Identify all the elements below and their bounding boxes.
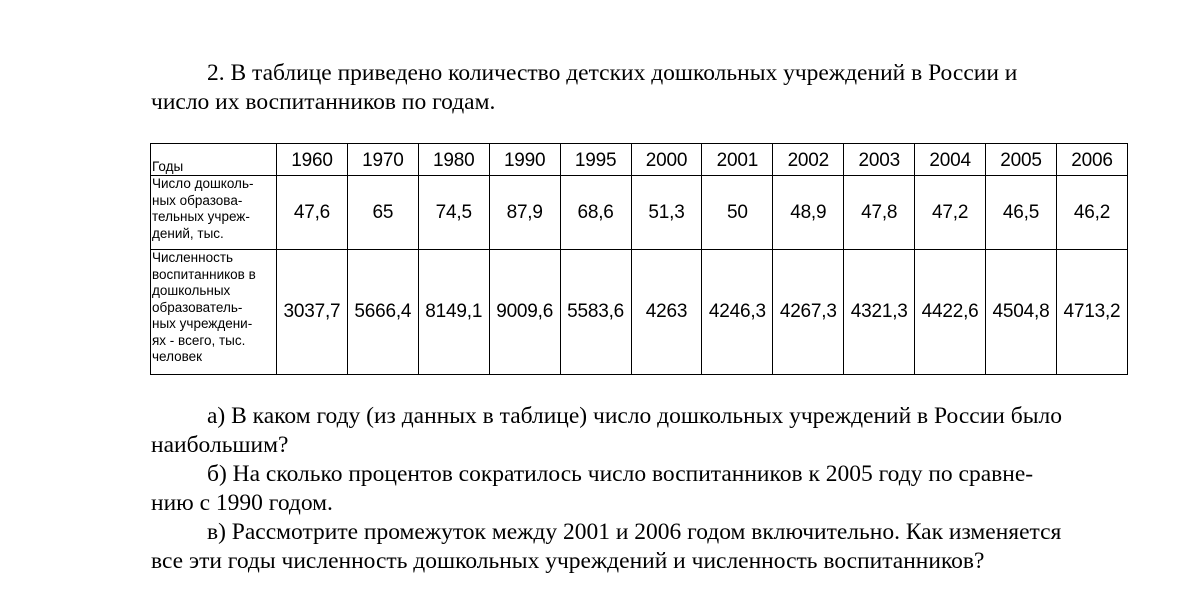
year-cell: 2000 (631, 144, 702, 176)
year-cell: 1960 (277, 144, 348, 176)
pupils-cell: 4504,8 (986, 250, 1057, 375)
pupils-cell: 4246,3 (702, 250, 773, 375)
institutions-cell: 74,5 (418, 176, 489, 250)
institutions-cell: 87,9 (489, 176, 560, 250)
task-intro (151, 59, 1111, 117)
year-cell: 2003 (844, 144, 915, 176)
institutions-cell: 48,9 (773, 176, 844, 250)
institutions-cell: 47,2 (915, 176, 986, 250)
year-cell: 2001 (702, 144, 773, 176)
institutions-cell: 68,6 (560, 176, 631, 250)
years-row (151, 144, 1128, 176)
question-c: в) Рассмотрите промежуток между 2001 и 2006 годом включительно. Как изменяется все эти годы численность дошкольных учреждений и численность воспитанников? (151, 519, 1062, 574)
pupils-cell: 4321,3 (844, 250, 915, 375)
institutions-cell: 46,2 (1056, 176, 1127, 250)
pupils-cell: 8149,1 (418, 250, 489, 375)
pupils-cell: 5583,6 (560, 250, 631, 375)
pupils-label: Численность воспитанников в дошкольных образователь- ных учреждени- ях - всего, тыс. человек (151, 250, 277, 375)
pupils-cell: 4713,2 (1056, 250, 1127, 375)
year-cell: 2006 (1056, 144, 1127, 176)
intro-line-1: В таблице приведено количество детских дошкольных учреждений в России и (230, 60, 1018, 86)
pupils-row (151, 250, 1128, 375)
task-number: 2. (207, 60, 225, 86)
institutions-cell: 47,8 (844, 176, 915, 250)
institutions-label: Число дошколь- ных образова- тельных учреж- дений, тыс. (151, 176, 277, 250)
pupils-cell: 9009,6 (489, 250, 560, 375)
institutions-cell: 51,3 (631, 176, 702, 250)
year-cell: 1970 (347, 144, 418, 176)
institutions-cell: 50 (702, 176, 773, 250)
year-cell: 2004 (915, 144, 986, 176)
year-cell: 1990 (489, 144, 560, 176)
pupils-cell: 5666,4 (347, 250, 418, 375)
pupils-cell: 4422,6 (915, 250, 986, 375)
year-cell: 2005 (986, 144, 1057, 176)
pupils-cell: 4267,3 (773, 250, 844, 375)
institutions-cell: 47,6 (277, 176, 348, 250)
question-a: а) В каком году (из данных в таблице) число дошкольных учреждений в России было наибольшим? (151, 403, 1062, 458)
pupils-cell: 3037,7 (277, 250, 348, 375)
institutions-cell: 65 (347, 176, 418, 250)
question-b: б) На сколько процентов сократилось число воспитанников к 2005 году по сравне- нию с 1990 годом. (151, 461, 1034, 516)
year-cell: 1995 (560, 144, 631, 176)
questions (151, 402, 1126, 576)
year-cell: 1980 (418, 144, 489, 176)
pupils-cell: 4263 (631, 250, 702, 375)
institutions-cell: 46,5 (986, 176, 1057, 250)
institutions-row (151, 176, 1128, 250)
years-label: Годы (151, 144, 277, 176)
data-table (150, 143, 1128, 375)
intro-line-2: число их воспитанников по годам. (151, 89, 496, 115)
year-cell: 2002 (773, 144, 844, 176)
